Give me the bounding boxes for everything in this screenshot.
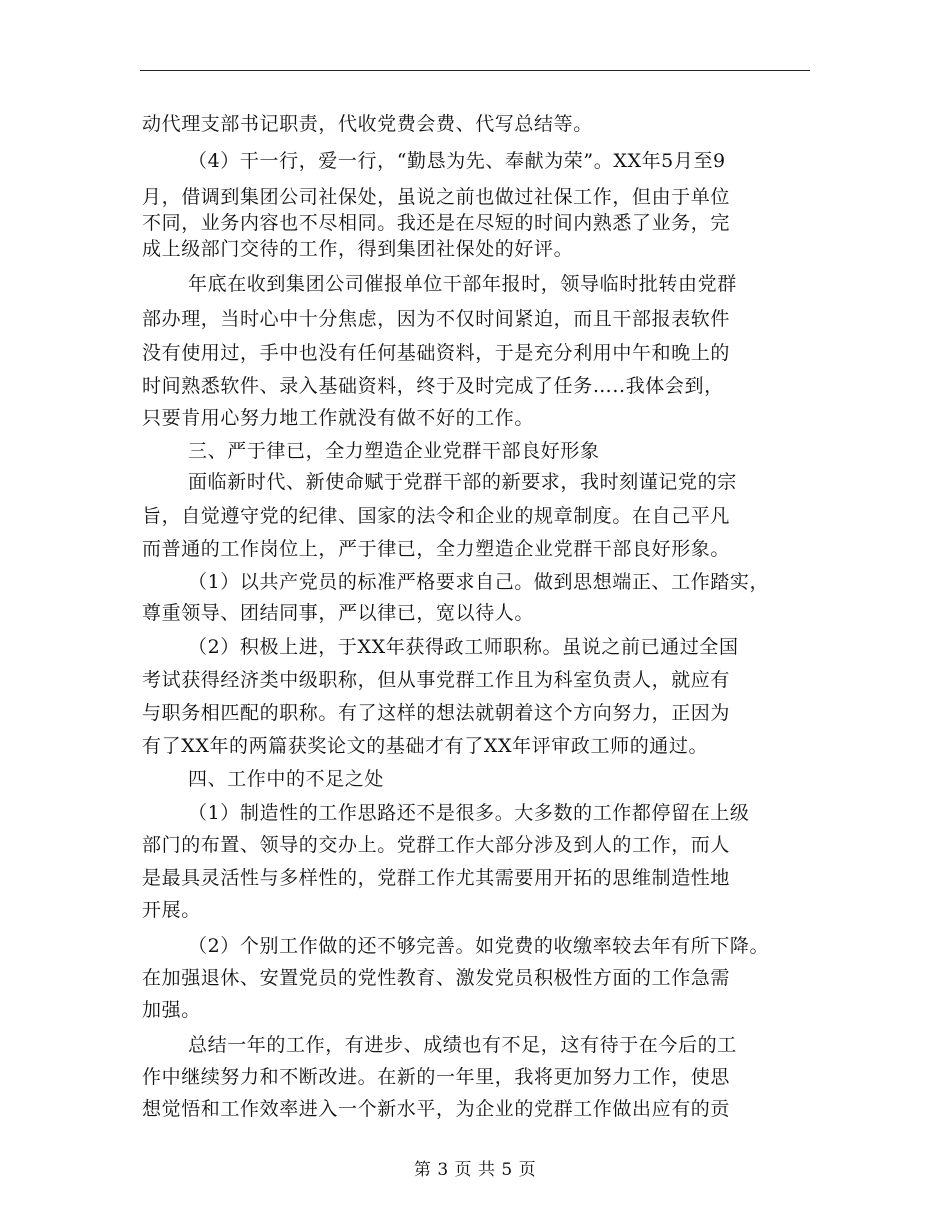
text-line: （1）制造性的工作思路还不是很多。大多数的工作都停留在上级 xyxy=(188,802,750,824)
text-line: 时间熟悉软件、录入基础资料，终于及时完成了任务…..我体会到， xyxy=(142,375,724,397)
text-line: （1）以共产党员的标准严格要求自己。做到思想端正、工作踏实， xyxy=(188,571,770,593)
text-line: 与职务相匹配的职称。有了这样的想法就朝着这个方向努力，正因为 xyxy=(142,702,731,724)
text-line: 加强。 xyxy=(142,999,201,1021)
text-line: （2）积极上进，于XX年获得政工师职称。虽说之前已通过全国 xyxy=(188,636,739,658)
text-line: 年底在收到集团公司催报单位干部年报时，领导临时批转由党群 xyxy=(188,273,737,295)
text-line: 尊重领导、团结同事，严以律已，宽以待人。 xyxy=(142,602,535,624)
text-line: 不同，业务内容也不尽相同。我还是在尽短的时间内熟悉了业务，完 xyxy=(142,212,731,234)
page-number-footer: 第 3 页 共 5 页 xyxy=(413,1160,537,1180)
text-line: 作中继续努力和不断改进。在新的一年里，我将更加努力工作，使思 xyxy=(142,1066,731,1088)
text-line: 成上级部门交待的工作，得到集团社保处的好评。 xyxy=(142,238,574,260)
text-line: 月，借调到集团公司社保处，虽说之前也做过社保工作，但由于单位 xyxy=(142,186,731,208)
text-line: （2）个别工作做的还不够完善。如党费的收缴率较去年有所下降。 xyxy=(188,935,770,957)
text-line: 在加强退休、安置党员的党性教育、激发党员积极性方面的工作急需 xyxy=(142,967,731,989)
text-line: 部门的布置、领导的交办上。党群工作大部分涉及到人的工作，而人 xyxy=(142,834,731,856)
text-line: 想觉悟和工作效率进入一个新水平，为企业的党群工作做出应有的贡 xyxy=(142,1098,731,1120)
text-line: 只要肯用心努力地工作就没有做不好的工作。 xyxy=(142,407,535,429)
text-line: 动代理支部书记职责，代收党费会费、代写总结等。 xyxy=(142,113,593,135)
text-line: 部办理，当时心中十分焦虑，因为不仅时间紧迫，而且干部报表软件 xyxy=(142,308,731,330)
section-heading: 三、严于律已，全力塑造企业党群干部良好形象 xyxy=(188,440,600,462)
header-rule xyxy=(140,70,810,71)
text-line: 而普通的工作岗位上，严于律已，全力塑造企业党群干部良好形象。 xyxy=(142,538,731,560)
text-line: 有了XX年的两篇获奖论文的基础才有了XX年评审政工师的通过。 xyxy=(142,735,709,757)
text-line: 没有使用过，手中也没有任何基础资料，于是充分利用中午和晚上的 xyxy=(142,342,731,364)
text-line: 开展。 xyxy=(142,899,201,921)
text-line: 面临新时代、新使命赋于党群干部的新要求，我时刻谨记党的宗 xyxy=(188,471,737,493)
text-line: 是最具灵活性与多样性的，党群工作尤其需要用开拓的思维制造性地 xyxy=(142,867,731,889)
section-heading: 四、工作中的不足之处 xyxy=(188,768,385,790)
text-line: （4）干一行，爱一行，“勤恳为先、奉献为荣”。XX年5月至9 xyxy=(188,150,726,172)
text-line: 总结一年的工作，有进步、成绩也有不足，这有待于在今后的工 xyxy=(188,1034,737,1056)
text-line: 考试获得经济类中级职称，但从事党群工作且为科室负责人，就应有 xyxy=(142,669,731,691)
text-line: 旨，自觉遵守党的纪律、国家的法令和企业的规章制度。在自己平凡 xyxy=(142,505,731,527)
